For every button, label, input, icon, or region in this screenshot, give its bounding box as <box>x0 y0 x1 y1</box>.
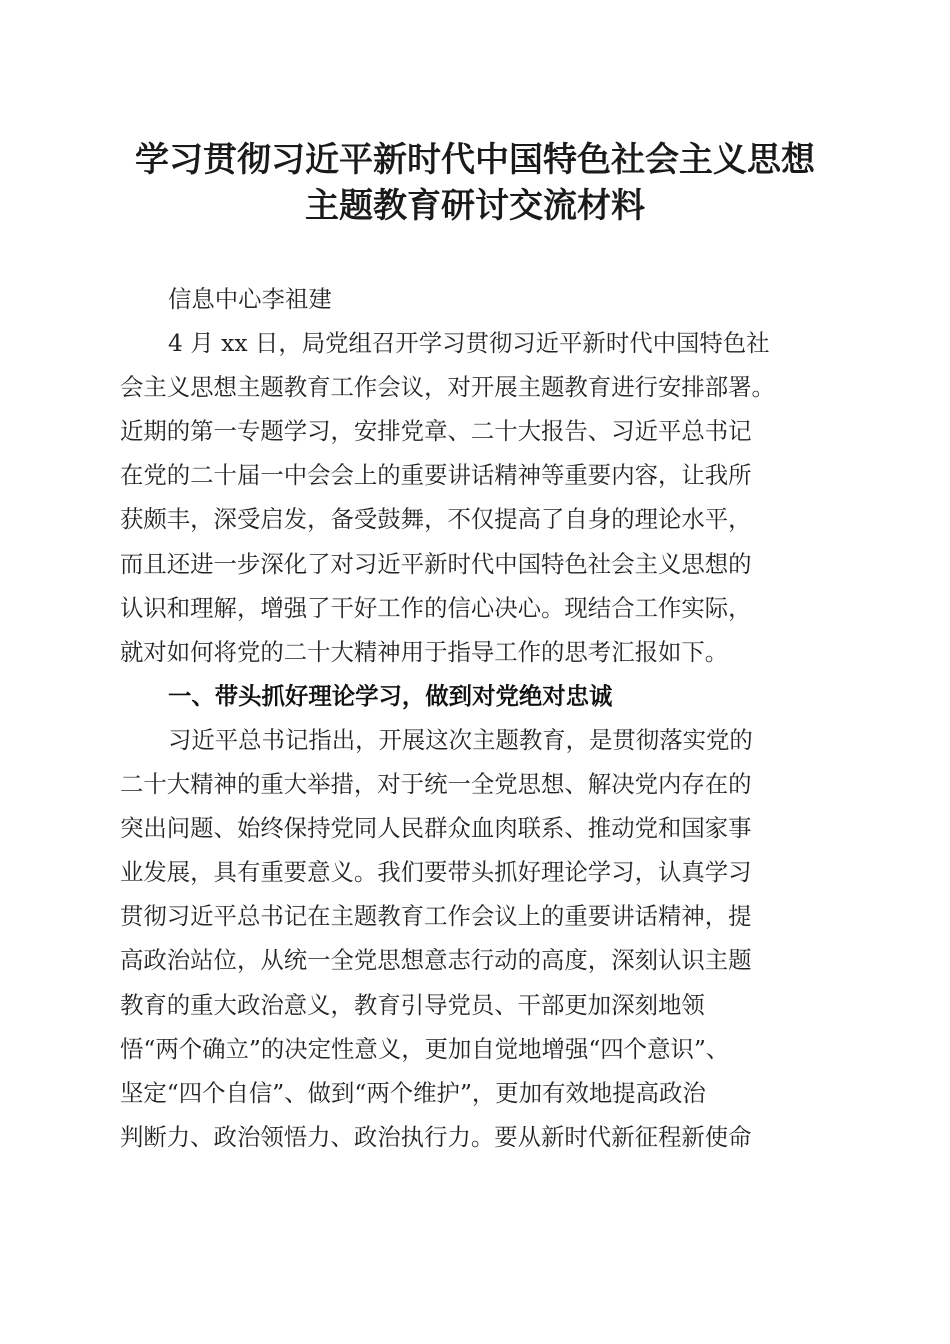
paragraph-line: 贯彻习近平总书记在主题教育工作会议上的重要讲话精神，提 <box>120 902 752 931</box>
document-title-line-1: 学习贯彻习近平新时代中国特色社会主义思想 <box>135 140 815 180</box>
paragraph-line: 近期的第一专题学习，安排党章、二十大报告、习近平总书记 <box>120 417 752 446</box>
paragraph-line: 突出问题、始终保持党同人民群众血肉联系、推动党和国家事 <box>120 814 752 843</box>
paragraph-line: 坚定“四个自信”、做到“两个维护”，更加有效地提高政治 <box>120 1078 706 1107</box>
document-title-line-2: 主题教育研讨交流材料 <box>305 186 645 226</box>
paragraph-line: 而且还进一步深化了对习近平新时代中国特色社会主义思想的 <box>120 549 752 578</box>
paragraph-line: 4 月 xx 日，局党组召开学习贯彻习近平新时代中国特色社 <box>168 329 770 358</box>
section-heading: 一、带头抓好理论学习，做到对党绝对忠诚 <box>168 681 613 710</box>
paragraph-line: 教育的重大政治意义，教育引导党员、干部更加深刻地领 <box>120 990 705 1019</box>
paragraph-line: 会主义思想主题教育工作会议，对开展主题教育进行安排部署。 <box>120 373 775 402</box>
paragraph-line: 悟“两个确立”的决定性意义，更加自觉地增强“四个意识”、 <box>120 1034 730 1063</box>
author-line: 信息中心李祖建 <box>168 285 332 313</box>
paragraph-2 <box>120 718 840 1159</box>
paragraph-line: 就对如何将党的二十大精神用于指导工作的思考汇报如下。 <box>120 637 729 666</box>
paragraph-line: 获颇丰，深受启发，备受鼓舞，不仅提高了自身的理论水平， <box>120 505 752 534</box>
paragraph-line: 在党的二十届一中会会上的重要讲话精神等重要内容，让我所 <box>120 461 752 490</box>
paragraph-line: 认识和理解，增强了干好工作的信心决心。现结合工作实际， <box>120 593 752 622</box>
paragraph-1 <box>120 321 840 674</box>
paragraph-line: 习近平总书记指出，开展这次主题教育，是贯彻落实党的 <box>168 725 753 754</box>
paragraph-line: 二十大精神的重大举措，对于统一全党思想、解决党内存在的 <box>120 770 752 799</box>
paragraph-line: 业发展，具有重要意义。我们要带头抓好理论学习，认真学习 <box>120 858 752 887</box>
document-body <box>120 277 840 1159</box>
paragraph-line: 高政治站位，从统一全党思想意志行动的高度，深刻认识主题 <box>120 946 752 975</box>
paragraph-line: 判断力、政治领悟力、政治执行力。要从新时代新征程新使命 <box>120 1122 752 1151</box>
